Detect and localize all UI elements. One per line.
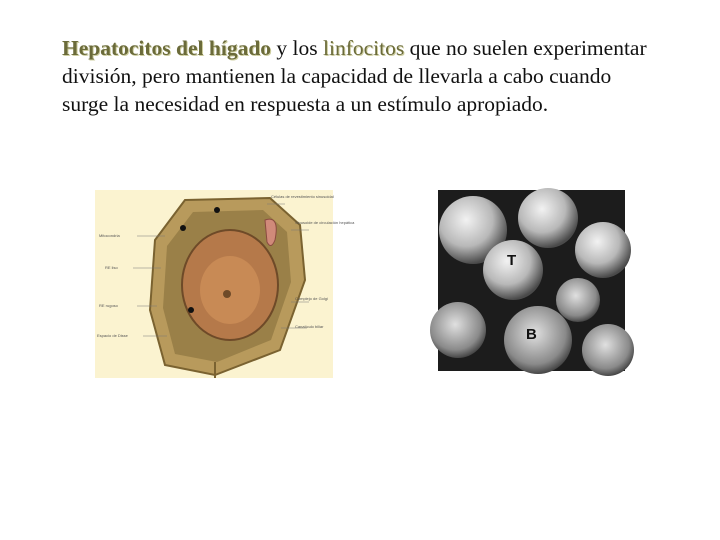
label-canaliculo: Canalículo biliar: [295, 324, 324, 329]
label-mitocondria: Mitocondria: [99, 233, 120, 238]
text-description: que no suelen experimentar división, pero mantienen la capacidad de llevarla a cabo cuando surge la necesidad en respuesta a un estímulo apropiado.: [62, 36, 647, 116]
term-hepatocitos: Hepatocitos del hígado: [62, 36, 272, 60]
label-re-rugoso: RE rugoso: [99, 303, 118, 308]
label-celulas-revestimiento: Células de revestimiento sinusoidal: [271, 194, 334, 199]
label-t-cell: T: [507, 252, 517, 269]
text-connector: y los: [271, 36, 324, 60]
lymphocyte-drawing: [438, 190, 625, 371]
term-linfocitos: linfocitos: [323, 36, 405, 60]
label-b-cell: B: [526, 326, 537, 343]
label-re-liso: RE liso: [105, 265, 118, 270]
label-sinusoide: Sinusoide de circulación hepática: [295, 220, 355, 225]
lymphocyte-micrograph: [438, 190, 625, 371]
hepatocyte-illustration: [95, 190, 355, 378]
label-golgi: Complejo de Golgi: [295, 296, 328, 301]
body-paragraph: [62, 34, 662, 118]
label-espacio-disse: Espacio de Disse: [97, 333, 128, 338]
hepatocyte-drawing: [95, 190, 355, 378]
